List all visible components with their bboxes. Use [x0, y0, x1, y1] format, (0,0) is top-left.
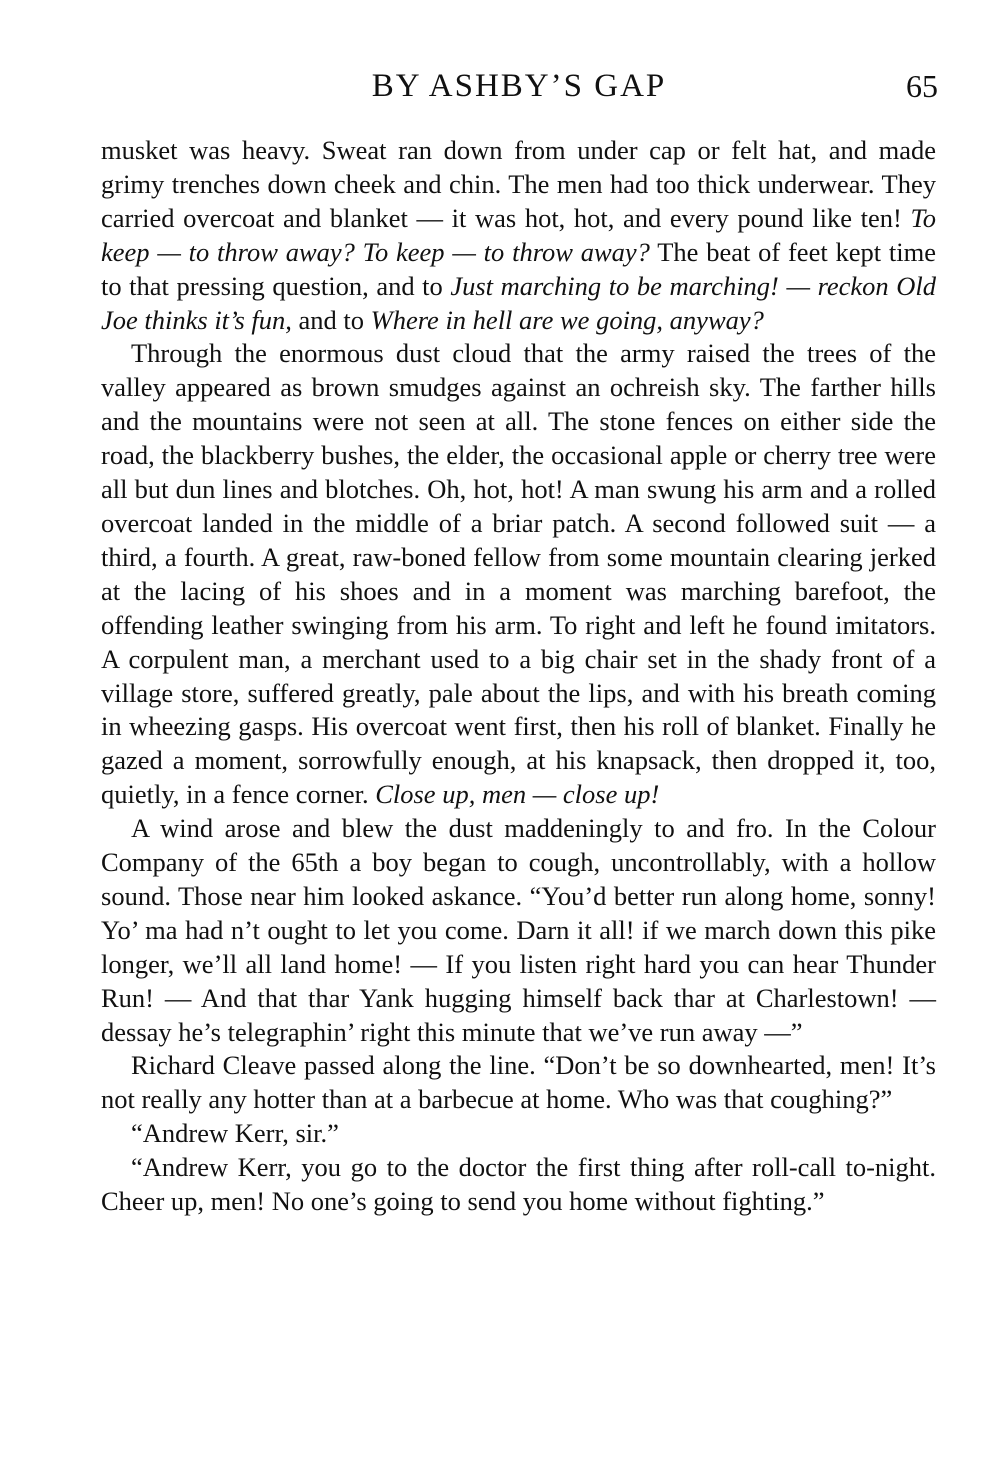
- italic-phrase: To keep — to throw away? To keep — to throw away?: [101, 202, 936, 267]
- paragraph-4: [101, 1049, 936, 1117]
- paragraph-text: and to: [291, 304, 371, 335]
- paragraph-2: [101, 337, 936, 812]
- paragraph-text: “Andrew Kerr, sir.”: [131, 1118, 339, 1149]
- paragraph-text: A wind arose and blew the dust maddeningly to and fro. In the Colour Company of the 65th a boy began to cough, uncontrollably, with a hollow sound. Those near him looked askance. “You’d better run along home, sonny! Yo’ ma had n’t ought to let you come. Darn it all! if we march down this pike longer, we’ll all land home! — If you listen right hard you can hear Thunder Run! — And that thar Yank hugging himself back thar at Charlestown! — dessay he’s telegraphin’ right this minute that we’ve run away —”: [101, 813, 936, 1047]
- italic-phrase: Close up, men — close up!: [375, 779, 660, 810]
- paragraph-text: Richard Cleave passed along the line. “Don’t be so downhearted, men! It’s not really any hotter than at a barbecue at home. Who was that coughing?”: [101, 1050, 936, 1115]
- paragraph-6: [101, 1151, 936, 1219]
- page-number: 65: [906, 68, 938, 104]
- italic-phrase: Where in hell are we going, anyway?: [370, 304, 764, 335]
- paragraph-text: Through the enormous dust cloud that the army raised the trees of the valley appeared as brown smudges against an ochreish sky. The farther hills and the mountains were not seen at all. The stone fences on either side the road, the blackberry bushes, the elder, the occasional apple or cherry tree were all but dun lines and blotches. Oh, hot, hot! A man swung his arm and a rolled overcoat landed in the middle of a briar patch. A second followed suit — a third, a fourth. A great, raw-boned fellow from some mountain clearing jerked at the lacing of his shoes and in a moment was marching barefoot, the offending leather swinging from his arm. To right and left he found imitators. A corpulent man, a merchant used to a big chair set in the shady front of a village store, suffered greatly, pale about the lips, and with his breath coming in wheezing gasps. His overcoat went first, then his roll of blanket. Finally he gazed a moment, sorrowfully enough, at his knapsack, then dropped it, too, quietly, in a fence corner.: [101, 338, 936, 810]
- body-text: [101, 134, 936, 1219]
- italic-phrase: Just marching to be marching! — reckon Old Joe thinks it’s fun,: [101, 270, 936, 335]
- running-head: [100, 66, 938, 106]
- paragraph-text: musket was heavy. Sweat ran down from under cap or felt hat, and made grimy trenches down cheek and chin. The men had too thick underwear. They carried overcoat and blanket — it was hot, hot, and every pound like ten!: [101, 135, 936, 233]
- paragraph-1: [101, 134, 936, 337]
- paragraph-text: “Andrew Kerr, you go to the doctor the first thing after roll-call to-night. Cheer up, men! No one’s going to send you home without fighting.”: [101, 1152, 936, 1217]
- paragraph-3: [101, 812, 936, 1049]
- paragraph-5: [101, 1117, 936, 1151]
- running-title: BY ASHBY’S GAP: [371, 68, 667, 104]
- paragraph-text: The beat of feet kept time to that pressing question, and to: [101, 236, 936, 301]
